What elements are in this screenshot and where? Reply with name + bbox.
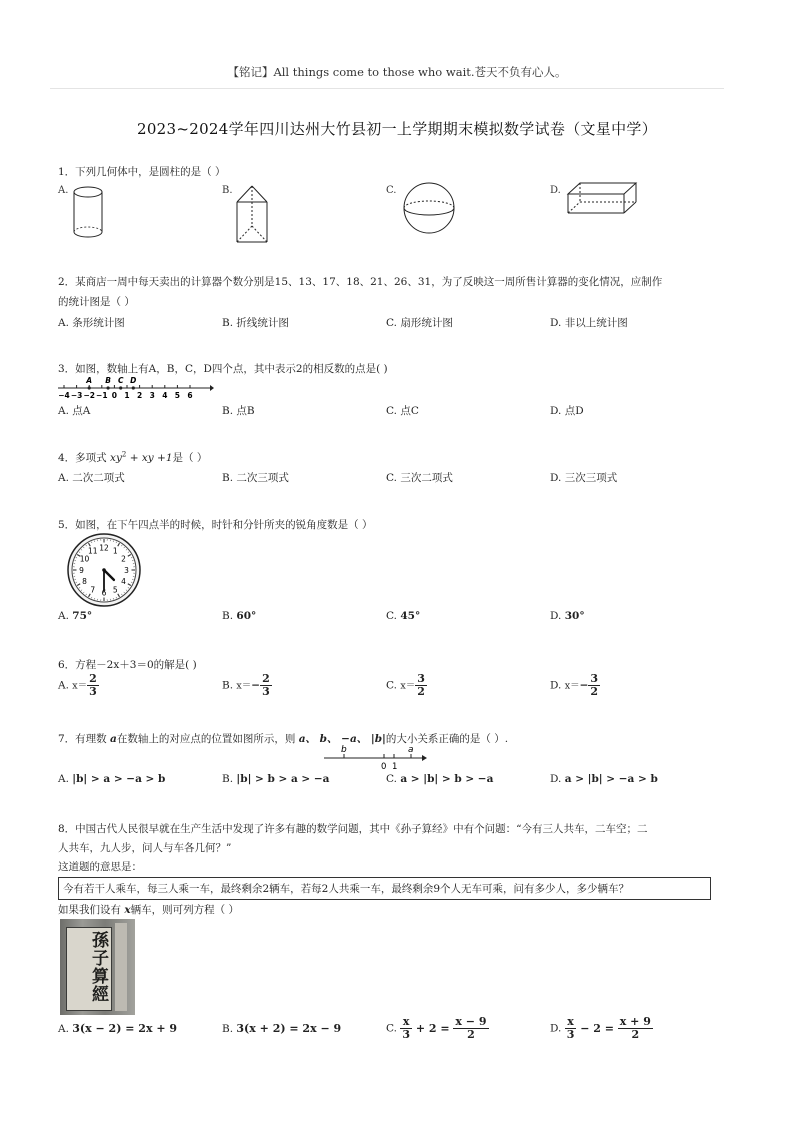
cylinder-icon xyxy=(66,184,110,242)
q8-option-a[interactable]: A. 3(x − 2) = 2x + 9 xyxy=(58,1022,178,1035)
q4-stem-suffix: 是（ ） xyxy=(172,452,208,464)
q3-tick-label: 0 xyxy=(111,391,118,400)
page-motto: 【铭记】All things come to those who wait.苍天不负有心人。 xyxy=(227,65,567,79)
q3-number-line xyxy=(56,376,216,402)
book-cover-image xyxy=(60,919,135,1015)
q6-option-b[interactable]: B. x＝− $\frac{2}{3}$ xyxy=(222,672,270,698)
q3-tick-label: −4 xyxy=(58,391,70,400)
q7-label-a: a xyxy=(408,745,414,755)
header-divider xyxy=(50,88,724,89)
q5-option-d[interactable]: D. 30° xyxy=(550,610,585,622)
q4-expr-base: xy xyxy=(110,452,122,464)
q7-option-d[interactable]: D. a > |b| > −a > b xyxy=(550,773,658,785)
q7-label-b: b xyxy=(341,745,347,755)
q8-option-c[interactable]: C. $\frac{x}{3}$ + 2 = $\frac{x - 9}{2}$ xyxy=(386,1015,487,1041)
question-4-stem xyxy=(58,450,207,465)
q3-point-label: D xyxy=(130,376,137,385)
q3-tick-label: −3 xyxy=(70,391,83,400)
q1-option-d-label[interactable]: D. xyxy=(550,185,561,196)
q2-option-b[interactable]: B. 折线统计图 xyxy=(222,317,289,329)
question-2-line1: 2．某商店一周中每天卖出的计算器个数分别是15、13、17、18、21、26、31，为了反映这一周所售计算器的变化情况，应制作 xyxy=(58,276,663,288)
q5-option-b[interactable]: B. 60° xyxy=(222,610,257,622)
triangular-prism-icon xyxy=(232,182,272,246)
clock-number: 6 xyxy=(101,588,107,598)
q5-option-c[interactable]: C. 45° xyxy=(386,610,421,622)
q3-tick-label: 6 xyxy=(187,391,193,400)
q4-option-c[interactable]: C. 三次二项式 xyxy=(386,472,453,484)
q7-option-c[interactable]: C. a > |b| > b > −a xyxy=(386,773,494,785)
q3-point-label: A xyxy=(86,376,93,385)
question-8-line3: 这道题的意思是： xyxy=(58,861,142,873)
q3-point xyxy=(119,386,122,389)
q3-tick-label: −1 xyxy=(96,391,108,400)
question-5-stem: 5．如图，在下午四点半的时候，时针和分针所夹的锐角度数是（ ） xyxy=(58,519,373,531)
clock-number: 3 xyxy=(124,565,129,575)
clock-number: 1 xyxy=(112,546,118,556)
q3-tick-label: 2 xyxy=(136,391,143,400)
q3-option-d[interactable]: D. 点D xyxy=(550,405,584,417)
clock-number: 8 xyxy=(82,577,87,587)
sphere-icon xyxy=(400,180,458,236)
q3-tick-label: −2 xyxy=(83,391,95,400)
q3-point-label: B xyxy=(105,376,111,385)
q7-option-b[interactable]: B. |b| > b > a > −a xyxy=(222,773,330,785)
q3-tick-label: 3 xyxy=(149,391,155,400)
q8-option-b[interactable]: B. 3(x + 2) = 2x − 9 xyxy=(222,1022,342,1035)
q4-expr-exp: 2 xyxy=(121,450,127,459)
clock-number: 5 xyxy=(112,585,118,595)
q3-tick-label: 1 xyxy=(124,391,130,400)
q5-option-a[interactable]: A. 75° xyxy=(58,610,93,622)
clock-number: 12 xyxy=(99,543,109,553)
q3-point-label: C xyxy=(117,376,124,385)
q4-stem-prefix: 4．多项式 xyxy=(58,452,111,464)
q2-option-a[interactable]: A. 条形统计图 xyxy=(58,317,125,329)
clock-icon xyxy=(66,532,142,608)
q4-expr-rest: + xy +1 xyxy=(126,452,173,464)
q3-point xyxy=(107,386,110,389)
q3-option-c[interactable]: C. 点C xyxy=(386,405,419,417)
clock-number: 11 xyxy=(87,546,98,556)
q6-option-d[interactable]: D. x＝− $\frac{3}{2}$ xyxy=(550,672,599,698)
q7-option-a[interactable]: A. |b| > a > −a > b xyxy=(58,773,166,785)
q2-option-c[interactable]: C. 扇形统计图 xyxy=(386,317,453,329)
question-3-stem: 3．如图，数轴上有A，B，C，D四个点，其中表示2的相反数的点是( ) xyxy=(58,363,388,375)
question-8-line2: 人共车，九人步，问人与车各几何？” xyxy=(58,842,232,854)
book-title: 孫子算經 xyxy=(88,931,108,1003)
cuboid-icon xyxy=(564,180,640,216)
q3-tick-label: 4 xyxy=(162,391,168,400)
q3-tick-label: 5 xyxy=(174,391,181,400)
question-8-line1: 8．中国古代人民很早就在生产生活中发现了许多有趣的数学问题，其中《孙子算经》中有个问题：“今有三人共车，二车空；二 xyxy=(58,823,648,835)
q4-option-d[interactable]: D. 三次三项式 xyxy=(550,472,618,484)
q7-label-zero: 0 xyxy=(381,762,387,772)
q3-point xyxy=(132,386,135,389)
question-1-stem: 1．下列几何体中，是圆柱的是（ ） xyxy=(58,166,226,178)
q8-option-d[interactable]: D. $\frac{x}{3}$ − 2 = $\frac{x + 9}{2}$ xyxy=(550,1015,651,1041)
clock-number: 10 xyxy=(79,554,90,564)
q2-option-d[interactable]: D. 非以上统计图 xyxy=(550,317,628,329)
q3-point xyxy=(88,386,91,389)
q1-option-a-label[interactable]: A. xyxy=(58,185,69,196)
clock-number: 2 xyxy=(121,554,126,564)
q4-option-b[interactable]: B. 二次三项式 xyxy=(222,472,289,484)
clock-number: 7 xyxy=(90,585,96,595)
question-7-stem: 7．有理数 a在数轴上的对应点的位置如图所示，则 a、 b、 −a、 |b|的大小关系正确的是（ ）. xyxy=(58,733,509,745)
q3-option-a[interactable]: A. 点A xyxy=(58,405,91,417)
question-8-line4: 如果我们设有 x辆车，则可列方程（ ） xyxy=(58,904,239,916)
q6-option-a[interactable]: A. x＝ $\frac{2}{3}$ xyxy=(58,672,97,698)
q7-label-one: 1 xyxy=(392,762,398,772)
q4-option-a[interactable]: A. 二次二项式 xyxy=(58,472,125,484)
q3-option-b[interactable]: B. 点B xyxy=(222,405,255,417)
clock-number: 4 xyxy=(121,577,126,587)
q1-option-b-label[interactable]: B. xyxy=(222,185,233,196)
question-2-line2: 的统计图是（ ） xyxy=(58,296,135,308)
question-8-boxed-text: 今有若干人乘车，每三人乘一车，最终剩余2辆车，若每2人共乘一车，最终剩余9个人无车可乘，问有多少人，多少辆车？ xyxy=(58,877,711,900)
question-6-stem: 6．方程－2x＋3＝0的解是( ) xyxy=(58,659,197,671)
page-title: 2023~2024学年四川达州大竹县初一上学期期末模拟数学试卷（文星中学） xyxy=(136,120,658,138)
q1-option-c-label[interactable]: C. xyxy=(386,185,397,196)
q6-option-c[interactable]: C. x＝ $\frac{3}{2}$ xyxy=(386,672,425,698)
q7-number-line xyxy=(322,742,430,772)
clock-number: 9 xyxy=(79,565,84,575)
